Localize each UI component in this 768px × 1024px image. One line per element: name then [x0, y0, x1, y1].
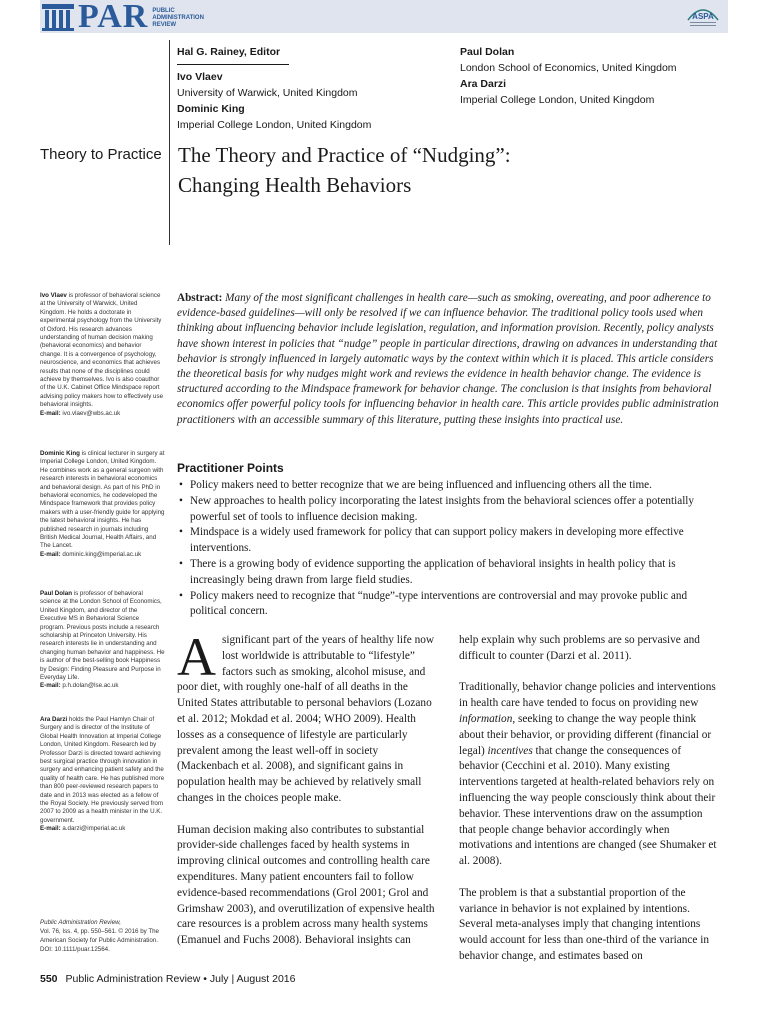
list-item: • Policy makers need to better recognize that we are being influenced and influencing others all the time. [177, 478, 722, 494]
body-paragraph: help explain why such problems are so pervasive and difficult to counter (Darzi et al. 2011). [459, 634, 700, 662]
logo-text: PAR [78, 0, 149, 35]
par-logo [42, 0, 204, 33]
author-bio: Ivo Vlaev is professor of behavioral science at the University of Warwick, United Kingdom. He holds a doctorate in experimental psychology from the University of Oxford. His research advances understanding of human decision making (behavioral economics) and behavior change. It is a convergence of psychology, neuroscience, and economics that achieves results that none of the disciplines could achieve by themselves. Ivo is also coauthor of the U.K. Cabinet Office Mindspace report advising policy makers how to effectively use behavioral insights. E-mail: ivo.vlaev@wbs.ac.uk [40, 292, 164, 417]
body-column-right [459, 633, 721, 981]
practitioner-points-list [177, 478, 722, 620]
author-affiliation: Imperial College London, United Kingdom [177, 119, 372, 131]
authors-left [177, 44, 371, 133]
practitioner-points-heading: Practitioner Points [177, 461, 284, 475]
abstract [177, 291, 722, 428]
vertical-divider [169, 40, 170, 245]
authors-right [460, 44, 677, 108]
citation: Public Administration Review, Vol. 76, Iss. 4, pp. 550–561. © 2016 by The American Society for Public Administration. DOI: 10.1111/puar.12564. [40, 919, 159, 953]
list-item: • Policy makers need to recognize that “nudge”-type interventions are controversial and may provoke public and political concern. [177, 589, 722, 621]
page-footer [40, 973, 295, 985]
author-affiliation: Imperial College London, United Kingdom [460, 94, 655, 106]
author-affiliation: University of Warwick, United Kingdom [177, 87, 358, 99]
author-affiliation: London School of Economics, United Kingdom [460, 62, 677, 74]
body-paragraph: A significant part of the years of healthy life now lost worldwide is attributable to “lifestyle” factors such as smoking, alcohol misuse, and poor diet, with roughly one-half of all deaths in the United States attributable to personal behaviors (Lozano et al. 2012; Mokdad et al. 2004; WHO 2009). Health losses as a consequence of lifestyle are particularly prevalent among the least well-off in society (Mackenbach et al. 2008), and significant gains in population health may be achieved by relatively small changes in the choices people make. [177, 627, 435, 804]
drop-cap: A [177, 627, 216, 687]
abstract-label: Abstract: [177, 292, 223, 304]
columns-icon [42, 2, 74, 32]
page-number: 550 [40, 973, 58, 985]
logo-subtitle: PUBLIC ADMINISTRATION REVIEW [152, 7, 204, 28]
author-bio: Dominic King is clinical lecturer in surgery at Imperial College London, United Kingdom. He combines work as a general surgeon with research interests in behavioral economics and behavioral design. As part of his PhD in behavioral economics, he codeveloped the Mindspace framework that provides policy makers with a user-friendly guide for applying the latest behavioral insights. He has published research in journals including British Medical Journal, Health Affairs, and The Lancet. E-mail: dominic.king@imperial.ac.uk [40, 450, 165, 558]
svg-text:ASPA: ASPA [692, 12, 714, 21]
author-bio: Paul Dolan is professor of behavioral science at the London School of Economics, United Kingdom, and director of the Executive MS in Behavioral Science program. Previous posts include a research scholarship at Princeton University. His research interests lie in understanding and changing human behavior and happiness. He is author of the best-selling book Happiness by Design: Finding Pleasure and Purpose in Everyday Life. E-mail: p.h.dolan@lse.ac.uk [40, 590, 165, 690]
body-paragraph: Traditionally, behavior change policies and interventions in health care have tended to focus on providing new information, seeking to change the way people think about their behavior, or providing different (financial or legal) incentives that change the consequences of behavior (Cecchini et al. 2010). Many existing interventions targeted at health-related behaviors rely on influencing the way people consciously think about their behavior. These interventions draw on the assumption that people change behavior accordingly when motivations and intentions are changed (see Shumaker et al. 2008). [459, 681, 717, 868]
author-bio: Ara Darzi holds the Paul Hamlyn Chair of Surgery and is director of the Institute of Global Health Innovation at Imperial College London, United Kingdom. Research led by Professor Darzi is directed toward achieving best surgical practice through innovation in surgery and enhancing patient safety and the quality of health care. He has published more than 800 peer-reviewed research papers to date and in 2013 was elected as a fellow of the Royal Society. He previously served from 2007 to 2009 as a health minister in the U.K. government. E-mail: a.darzi@imperial.ac.uk [40, 716, 165, 833]
abstract-text: Many of the most significant challenges in health care—such as smoking, overeating, and poor adherence to evidence-based guidelines—will only be resolved if we can influence behavior. The traditional policy tools used when thinking about influencing behavior include legislation, regulation, and information provision. Recently, policy analysts have shown interest in policies that “nudge” people in particular directions, drawing on advances in understanding that behavior is strongly influenced in largely automatic ways by the context within which it is placed. This article considers the theoretical basis for why nudges might work and reviews the evidence in health behavior change. The evidence is structured according to the Mindspace framework for behavior change. The conclusion is that insights from behavioral economics offer powerful policy tools for influencing behavior in health care. This article provides public administration practitioners with an accessible summary of this literature, putting these insights into practical use. [177, 292, 719, 426]
section-label: Theory to Practice [40, 146, 162, 163]
author-name: Ivo Vlaev [177, 71, 223, 83]
body-paragraph: Human decision making also contributes to substantial provider-side challenges faced by health systems in improving clinical outcomes and controlling health care expenditures. Many patient encounters fail to follow evidence-based recommendations (Grol 2001; Grol and Grimshaw 2003), and overutilization of expensive health care resources is a problem across many health systems (Emanuel and Fuchs 2008). Behavioral insights can [177, 823, 435, 947]
author-name: Dominic King [177, 103, 245, 115]
list-item: • New approaches to health policy incorporating the latest insights from the behavioral sciences offer a potentially powerful set of tools to influence decision making. [177, 494, 722, 526]
list-item: • There is a growing body of evidence supporting the application of behavioral insights in health policy that is increasingly being drawn from large field studies. [177, 557, 722, 589]
article-title: The Theory and Practice of “Nudging”: Changing Health Behaviors [178, 143, 511, 197]
body-column-left [177, 627, 435, 965]
author-name: Paul Dolan [460, 46, 515, 58]
list-item: • Mindspace is a widely used framework for policy that can support policy makers in developing more effective interventions. [177, 525, 722, 557]
footer-journal: Public Administration Review • July | August 2016 [65, 973, 296, 985]
body-paragraph: The problem is that a substantial proportion of the variance in behavior is not explained by intentions. Several meta-analyses imply that changing intentions would account for less than one-third of the variance in behavior change, and estimates based on [459, 886, 710, 962]
aspa-logo [684, 2, 722, 30]
editor-name: Hal G. Rainey, Editor [177, 44, 289, 65]
author-name: Ara Darzi [460, 78, 507, 90]
